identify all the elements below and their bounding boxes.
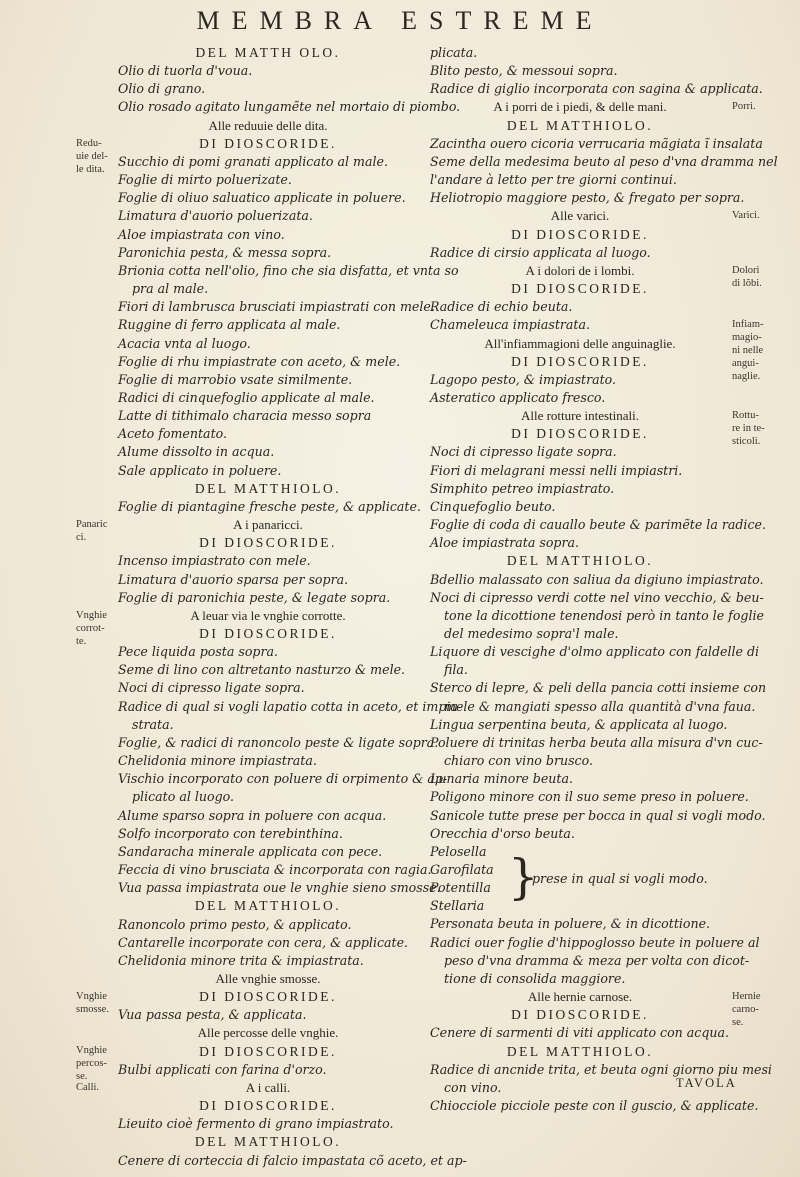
right-remedy-line: plicata. [430, 45, 478, 60]
margin-note [732, 318, 764, 383]
right-remedy-line: tione di consolida maggiore. [444, 970, 626, 986]
brace-name: Garofilata [430, 862, 494, 878]
left-remedy-line: Seme di lino con altretanto nasturzo & mele. [118, 662, 406, 678]
right-remedy-line: Radice di cirsio applicata al luogo. [430, 244, 651, 260]
brace-name: Pelosella [430, 843, 487, 859]
margin-note [732, 209, 760, 222]
margin-note-line: te. [76, 635, 87, 647]
left-remedy-line: Succhio di pomi granati applicato al male. [118, 153, 388, 169]
margin-note-line: smosse. [76, 1003, 109, 1015]
right-remedy-line: Poligono minore con il suo seme preso in poluere. [430, 789, 749, 805]
right-remedy-line: Seme della medesima beuto al peso d'vna dramma nel [430, 153, 778, 169]
right-heading: DI DIOSCORIDE. [511, 281, 649, 297]
right-remedy-line: Poluere di trinitas herba beuta alla misura d'vn cuc- [430, 734, 763, 750]
left-remedy-line: Latte di tithimalo characia messo sopra [118, 408, 372, 424]
margin-note-line: Varici. [732, 210, 760, 222]
margin-note-line: Vnghie [76, 609, 107, 621]
left-remedy-line: Radici di cinquefoglio applicate al male. [118, 389, 375, 405]
left-remedy-line: Vua passa impiastrata oue le vnghie sieno smosse. [118, 880, 441, 896]
right-heading: DEL MATTHIOLO. [506, 1043, 654, 1059]
left-heading: DI DIOSCORIDE. [199, 989, 337, 1005]
right-remedy-line: Blito pesto, & messoui sopra. [430, 63, 618, 79]
margin-note [732, 100, 756, 113]
left-remedy-line: Fiori di lambrusca brusciati impiastrati con mele. [118, 299, 435, 315]
margin-note-line: re in te- [732, 423, 765, 434]
left-heading: DEL MATTHIOLO. [194, 1134, 342, 1150]
right-heading: DI DIOSCORIDE. [511, 426, 649, 442]
margin-note-line: Redu- [76, 137, 102, 149]
left-remedy-line: Radice di qual si vogli lapatio cotta in aceto, et impia- [118, 698, 463, 714]
margin-note-line: magio- [732, 332, 762, 344]
margin-note [76, 990, 109, 1016]
margin-note-line: naglie. [732, 371, 761, 383]
margin-note-line: Vnghie [76, 990, 107, 1002]
right-remedy-line: Foglie di coda di cauallo beute & parimẽte la radice. [430, 517, 766, 533]
margin-note-line: carno- [732, 1003, 759, 1015]
margin-note-line: se. [732, 1016, 744, 1028]
left-remedy-line: Foglie di rhu impiastrate con aceto, & mele. [118, 353, 401, 369]
margin-note-line: Dolori [732, 264, 760, 276]
margin-note [732, 264, 762, 290]
left-heading: DI DIOSCORIDE. [199, 1043, 337, 1059]
left-subheading: A leuar via le vnghie corrotte. [190, 607, 346, 623]
right-remedy-line: Noci di cipresso verdi cotte nel vino vecchio, & beu- [430, 589, 764, 605]
right-remedy-line: Radice di giglio incorporata con sagina & applicata. [430, 81, 763, 97]
brace-name: Potentilla [430, 880, 491, 896]
right-heading: DI DIOSCORIDE. [511, 226, 649, 242]
right-remedy-line: peso d'vna dramma & meza per volta con dicot- [444, 952, 750, 968]
left-subheading: Alle reduuie delle dita. [208, 117, 328, 133]
left-remedy-line: Foglie, & radici di ranoncolo peste & ligate sopra. [118, 734, 439, 750]
left-remedy-line: Sandaracha minerale applicata con pece. [118, 843, 383, 859]
left-remedy-line: Ruggine di ferro applicata al male. [118, 317, 341, 333]
right-remedy-line: Radici ouer foglie d'hippoglosso beute in poluere al [430, 934, 760, 950]
left-remedy-line: Feccia di vino brusciata & incorporata con ragia. [118, 862, 432, 878]
right-remedy-line: Lingua serpentina beuta, & applicata al luogo. [430, 716, 728, 732]
right-remedy-line: Lunaria minore beuta. [430, 771, 573, 787]
margin-note-line: di lõbi. [732, 277, 762, 289]
right-remedy-line: Chiocciole picciole peste con il guscio, & applicate. [430, 1098, 759, 1114]
left-remedy-line: Limatura d'auorio poluerizata. [118, 208, 313, 224]
right-remedy-line: Chameleuca impiastrata. [430, 317, 590, 333]
left-remedy-line: Foglie di marrobio vsate similmente. [118, 371, 353, 387]
right-remedy-line: Radice di echio beuta. [430, 299, 573, 315]
right-remedy-line: Aloe impiastrata sopra. [430, 535, 579, 551]
right-remedy-line: Sanicole tutte prese per bocca in qual si vogli modo. [430, 807, 766, 823]
left-remedy-line: Paronichia pesta, & messa sopra. [118, 244, 332, 260]
left-remedy-line: plicato al luogo. [132, 789, 235, 805]
left-heading: DEL MATTH OLO. [195, 45, 341, 60]
left-remedy-line: Lieuito cioè fermento di grano impiastrato. [118, 1116, 394, 1132]
right-heading: DEL MATTHIOLO. [506, 553, 654, 569]
left-remedy-line: Alume sparso sopra in poluere con acqua. [118, 807, 387, 823]
margin-note-line: ni nelle [732, 345, 764, 357]
right-remedy-line: l'andare à letto per tre giorni continui. [430, 172, 677, 188]
left-subheading: Alle percosse delle vnghie. [197, 1025, 339, 1041]
margin-note-line: corrot- [76, 622, 105, 634]
right-subheading: Alle hernie carnose. [527, 989, 633, 1005]
margin-note-line: Panaric [76, 518, 108, 530]
margin-note-line: Rottu- [732, 410, 759, 421]
right-remedy-line: Sterco di lepre, & peli della pancia cotti insieme con [430, 680, 767, 696]
right-remedy-line: Bdellio malassato con saliua da digiuno impiastrato. [430, 571, 764, 587]
left-remedy-line: Vua passa pesta, & applicata. [118, 1007, 307, 1023]
left-heading: DEL MATTHIOLO. [194, 898, 342, 914]
left-remedy-line: Chelidonia minore impiastrata. [118, 753, 317, 769]
right-remedy-line: Noci di cipresso ligate sopra. [430, 444, 617, 460]
right-remedy-line: mele & mangiati spesso alla quantità d'vna faua. [444, 698, 756, 714]
margin-note [76, 1044, 107, 1083]
right-subheading: All'infiammagioni delle anguinaglie. [484, 335, 676, 351]
right-remedy-line: Heliotropio maggiore pesto, & fregato per sopra. [430, 190, 745, 206]
left-remedy-line: Foglie di oliuo saluatico applicate in poluere. [118, 190, 406, 206]
margin-note [76, 1081, 99, 1094]
margin-note [732, 990, 761, 1029]
margin-note-line: se. [76, 1071, 88, 1083]
margin-note-line: sticoli. [732, 436, 761, 447]
left-remedy-line: Limatura d'auorio sparsa per sopra. [118, 571, 349, 587]
left-remedy-line: Vischio incorporato con poluere di orpimento & ap- [118, 771, 448, 787]
right-subheading: Alle varici. [550, 208, 610, 224]
brace-text: prese in qual si vogli modo. [532, 870, 708, 886]
left-remedy-line: Foglie di piantagine fresche peste, & applicate. [118, 498, 421, 514]
right-remedy-line: Simphito petreo impiastrato. [430, 480, 615, 496]
margin-note-line: percos- [76, 1058, 107, 1070]
right-remedy-line: Lagopo pesto, & impiastrato. [430, 371, 617, 387]
right-remedy-line: Radice di ancnide trita, et beuta ogni giorno piu mesi [430, 1061, 772, 1077]
margin-note-line: Infiam- [732, 319, 764, 331]
left-remedy-line: Bulbi applicati con farina d'orzo. [118, 1061, 327, 1077]
margin-note-line: Hernie [732, 990, 761, 1002]
brace-name: Stellaria [430, 898, 485, 914]
left-remedy-line: Cantarelle incorporate con cera, & applicate. [118, 934, 409, 950]
left-subheading: A i panaricci. [233, 517, 303, 533]
left-remedy-line: Acacia vnta al luogo. [118, 335, 251, 351]
left-subheading: Alle vnghie smosse. [215, 970, 321, 986]
left-remedy-line: Solfo incorporato con terebinthina. [118, 825, 343, 841]
left-remedy-line: Foglie di mirto poluerizate. [118, 172, 292, 188]
running-head: MEMBRA ESTREME [196, 6, 604, 35]
brace-group [430, 843, 730, 916]
right-heading: DI DIOSCORIDE. [511, 1007, 649, 1023]
right-remedy-line: Cinquefoglio beuto. [430, 498, 556, 514]
brace-names [430, 843, 510, 916]
right-remedy-line: tone la dicottione tenendosi però in tanto le foglie [444, 607, 764, 623]
left-heading: DI DIOSCORIDE. [199, 135, 337, 151]
left-remedy-line: Ranoncolo primo pesto, & applicato. [118, 916, 352, 932]
right-remedy-line: Cenere di sarmenti di viti applicato con acqua. [430, 1025, 730, 1041]
right-remedy-line: Personata beuta in poluere, & in dicottione. [430, 916, 711, 932]
left-remedy-line: Cenere di corteccia di falcio impastata cõ aceto, et ap- [118, 1152, 467, 1168]
margin-note [76, 137, 108, 176]
right-remedy-line: fila. [444, 662, 468, 678]
right-remedy-line: Asteratico applicato fresco. [430, 389, 606, 405]
left-remedy-line: Olio rosado agitato lungamẽte nel mortaio di piombo. [118, 99, 461, 115]
margin-note [76, 518, 108, 544]
right-subheading: Alle rotture intestinali. [520, 408, 640, 424]
margin-note-line: uie del- [76, 150, 108, 162]
margin-note-line: le dita. [76, 163, 105, 175]
brace-glyph: } [508, 848, 539, 905]
catchword: TAVOLA [676, 1076, 737, 1090]
left-heading: DEL MATTHIOLO. [194, 480, 342, 496]
left-remedy-line: Olio di tuorla d'voua. [118, 63, 253, 79]
margin-note-line: ci. [76, 531, 87, 543]
right-remedy-line: chiaro con vino brusco. [444, 753, 593, 769]
margin-note [76, 609, 107, 648]
left-heading: DI DIOSCORIDE. [199, 1098, 337, 1114]
right-remedy-line: con vino. [444, 1079, 502, 1095]
right-remedy-line: Liquore di vescighe d'olmo applicato con faldelle di [430, 644, 760, 660]
right-subheading: A i porri de i piedi, & delle mani. [493, 99, 667, 115]
left-remedy-line: Brionia cotta nell'olio, fino che sia disfatta, et vnta so [118, 262, 459, 278]
margin-note-line: angui- [732, 358, 759, 370]
left-subheading: A i calli. [245, 1079, 291, 1095]
right-remedy-line: Orecchia d'orso beuta. [430, 825, 575, 841]
right-heading: DI DIOSCORIDE. [511, 353, 649, 369]
right-remedy-line: Fiori di melagrani messi nelli impiastri. [430, 462, 683, 478]
left-remedy-line: strata. [132, 716, 174, 732]
left-remedy-line: Aloe impiastrata con vino. [118, 226, 285, 242]
right-remedy-line: del medesimo sopra'l male. [444, 626, 619, 641]
margin-note-line: Calli. [76, 1081, 100, 1093]
right-heading: DEL MATTHIOLO. [506, 117, 654, 133]
left-heading: DI DIOSCORIDE. [199, 626, 337, 641]
left-heading: DI DIOSCORIDE. [199, 535, 337, 551]
left-remedy-line: Sale applicato in poluere. [118, 462, 282, 478]
left-remedy-line: Chelidonia minore trita & impiastrata. [118, 952, 364, 968]
right-remedy-line: Zacintha ouero cicoria verrucaria mãgiata ĩ insalata [430, 135, 763, 151]
left-remedy-line: Foglie di paronichia peste, & legate sopra. [118, 589, 391, 605]
left-remedy-line: Olio di grano. [118, 81, 206, 97]
right-subheading: A i dolori de i lombi. [525, 262, 635, 278]
left-remedy-line: Noci di cipresso ligate sopra. [118, 680, 305, 696]
margin-note [732, 409, 765, 448]
left-remedy-line: pra al male. [132, 281, 209, 297]
left-remedy-line: Alume dissolto in acqua. [118, 444, 275, 460]
margin-note-line: Vnghie [76, 1045, 107, 1057]
left-remedy-line: Pece liquida posta sopra. [118, 644, 279, 660]
margin-note-line: Porri. [732, 101, 756, 113]
left-remedy-line: Incenso impiastrato con mele. [118, 553, 311, 569]
left-remedy-line: Aceto fomentato. [118, 426, 227, 442]
